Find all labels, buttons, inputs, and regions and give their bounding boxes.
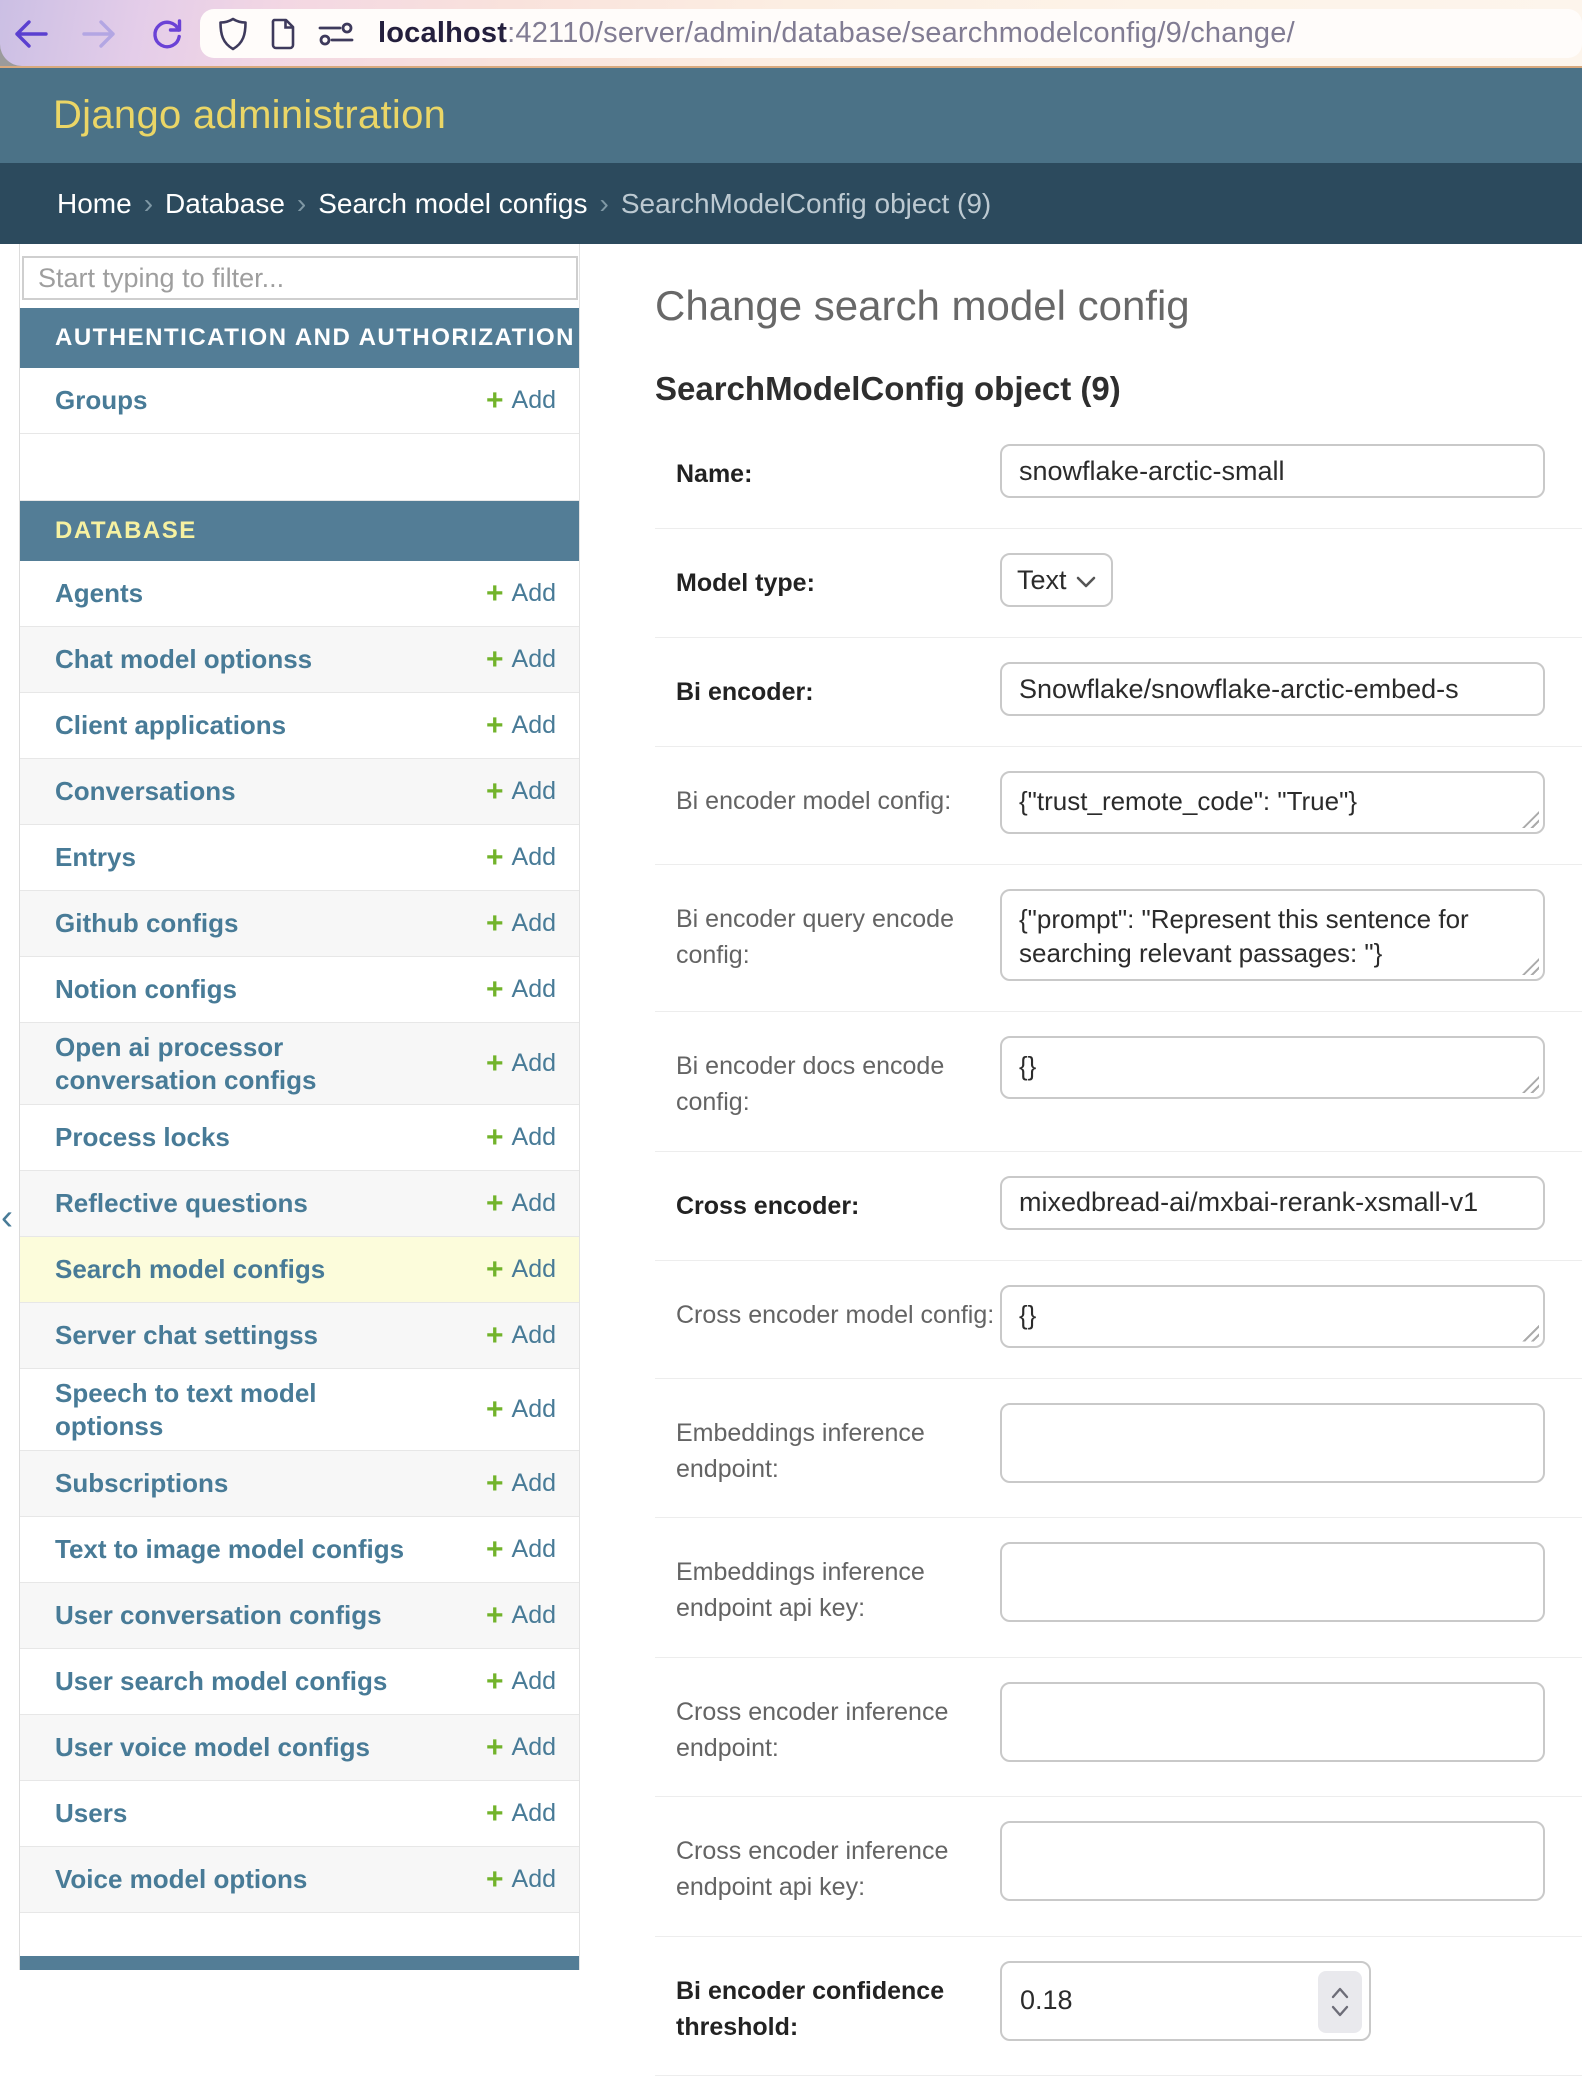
breadcrumb-link-database[interactable]: Database <box>165 188 285 220</box>
object-title: SearchModelConfig object (9) <box>655 370 1582 408</box>
url-text[interactable]: localhost:42110/server/admin/database/searchmodelconfig/9/change/ <box>378 17 1295 50</box>
sidebar-item-user-voice-model-configs <box>20 1715 579 1781</box>
form-row-embeddings-inference-endpoint-api-key <box>655 1518 1582 1658</box>
django-header <box>0 68 1582 163</box>
bi-encoder-docs-encode-config-textarea[interactable] <box>1000 1036 1545 1099</box>
breadcrumb-separator: › <box>144 188 153 220</box>
plus-icon: + <box>486 1049 504 1079</box>
name-input[interactable] <box>1000 444 1545 498</box>
sidebar-item-voice-model-options <box>20 1847 579 1913</box>
bi-encoder-label: Bi encoder: <box>655 662 1000 710</box>
sidebar-model-link-conversations[interactable]: Conversations <box>55 775 236 808</box>
sidebar-item-search-model-configs <box>20 1237 579 1303</box>
browser-chrome <box>0 0 1582 68</box>
add-label: Add <box>512 1123 556 1152</box>
module-caption-authentication-and-authorization: AUTHENTICATION AND AUTHORIZATION <box>20 308 579 368</box>
breadcrumb-link-home[interactable]: Home <box>57 188 132 220</box>
model-type-select[interactable] <box>1000 553 1113 607</box>
sidebar-item-subscriptions <box>20 1451 579 1517</box>
plus-icon: + <box>486 843 504 873</box>
add-label: Add <box>512 1865 556 1894</box>
back-icon[interactable] <box>14 19 48 49</box>
add-label: Add <box>512 777 556 806</box>
textarea-value: {"trust_remote_code": "True"} <box>1019 786 1357 816</box>
sidebar-empty-row <box>20 434 579 501</box>
breadcrumb-separator: › <box>600 188 609 220</box>
plus-icon: + <box>486 579 504 609</box>
site-title-link[interactable]: Django administration <box>53 93 446 138</box>
cross-encoder-inference-endpoint-api-key-input[interactable] <box>1000 1821 1545 1901</box>
sidebar-model-link-notion-configs[interactable]: Notion configs <box>55 973 237 1006</box>
sidebar-item-text-to-image-model-configs <box>20 1517 579 1583</box>
sidebar-add-link-groups[interactable] <box>486 386 556 416</box>
cross-encoder-model-config-label: Cross encoder model config: <box>655 1285 1000 1333</box>
change-form <box>655 428 1582 2076</box>
plus-icon: + <box>486 1395 504 1425</box>
sidebar-filter-input[interactable] <box>22 256 578 300</box>
input-value: snowflake-arctic-small <box>1019 456 1285 487</box>
sidebar-add-link-reflective-questions[interactable] <box>486 1189 556 1219</box>
sidebar-model-link-reflective-questions[interactable]: Reflective questions <box>55 1187 308 1220</box>
sidebar-model-link-github-configs[interactable]: Github configs <box>55 907 238 940</box>
add-label: Add <box>512 1667 556 1696</box>
sidebar-add-link-subscriptions[interactable] <box>486 1469 556 1499</box>
form-row-bi-encoder-docs-encode-config <box>655 1012 1582 1152</box>
add-label: Add <box>512 1535 556 1564</box>
add-label: Add <box>512 386 556 415</box>
add-label: Add <box>512 975 556 1004</box>
breadcrumb-separator: › <box>297 188 306 220</box>
bi-encoder-query-encode-config-textarea[interactable] <box>1000 889 1545 981</box>
sidebar-add-link-user-search-model-configs[interactable] <box>486 1667 556 1697</box>
plus-icon: + <box>486 1667 504 1697</box>
add-label: Add <box>512 1799 556 1828</box>
sidebar-add-link-agents[interactable] <box>486 579 556 609</box>
next-module-caption-partial <box>20 1956 579 1970</box>
add-label: Add <box>512 645 556 674</box>
sidebar-add-link-users[interactable] <box>486 1799 556 1829</box>
sidebar-add-link-server-chat-settingss[interactable] <box>486 1321 556 1351</box>
sidebar-model-link-search-model-configs[interactable]: Search model configs <box>55 1253 325 1286</box>
plus-icon: + <box>486 975 504 1005</box>
sidebar-model-link-open-ai-processor-conversation-configs[interactable]: Open ai processor conversation configs <box>55 1031 425 1096</box>
nav-sidebar <box>20 244 580 1970</box>
page-icon[interactable] <box>270 18 296 50</box>
breadcrumb-current: SearchModelConfig object (9) <box>621 188 991 220</box>
embeddings-inference-endpoint-api-key-label: Embeddings inference endpoint api key: <box>655 1542 1000 1627</box>
plus-icon: + <box>486 777 504 807</box>
add-label: Add <box>512 843 556 872</box>
sidebar-add-link-text-to-image-model-configs[interactable] <box>486 1535 556 1565</box>
selected-option: Text <box>1017 565 1067 596</box>
sidebar-item-agents <box>20 561 579 627</box>
add-label: Add <box>512 1189 556 1218</box>
sidebar-add-link-open-ai-processor-conversation-configs[interactable] <box>486 1049 556 1079</box>
form-row-name <box>655 428 1582 529</box>
permissions-toggles-icon[interactable] <box>318 21 356 47</box>
plus-icon: + <box>486 1469 504 1499</box>
plus-icon: + <box>486 645 504 675</box>
add-label: Add <box>512 1733 556 1762</box>
sidebar-model-link-subscriptions[interactable]: Subscriptions <box>55 1467 228 1500</box>
sidebar-model-link-entrys[interactable]: Entrys <box>55 841 136 874</box>
sidebar-add-link-speech-to-text-model-optionss[interactable] <box>486 1395 556 1425</box>
sidebar-item-speech-to-text-model-optionss <box>20 1369 579 1451</box>
embeddings-inference-endpoint-api-key-input[interactable] <box>1000 1542 1545 1622</box>
sidebar-toggle-strip <box>0 244 20 1970</box>
sidebar-add-link-chat-model-optionss[interactable] <box>486 645 556 675</box>
sidebar-model-link-groups[interactable]: Groups <box>55 384 147 417</box>
sidebar-add-link-client-applications[interactable] <box>486 711 556 741</box>
sidebar-empty-space <box>20 1913 579 1956</box>
plus-icon: + <box>486 909 504 939</box>
page-title: Change search model config <box>655 282 1582 330</box>
sidebar-item-github-configs <box>20 891 579 957</box>
url-bar[interactable] <box>200 9 1582 58</box>
main-content <box>580 244 1582 1970</box>
sidebar-model-link-speech-to-text-model-optionss[interactable]: Speech to text model optionss <box>55 1377 425 1442</box>
add-label: Add <box>512 711 556 740</box>
form-row-bi-encoder-confidence-threshold <box>655 1937 1582 2076</box>
add-label: Add <box>512 1601 556 1630</box>
plus-icon: + <box>486 1189 504 1219</box>
reload-icon[interactable] <box>150 17 184 51</box>
plus-icon: + <box>486 386 504 416</box>
form-row-model-type <box>655 529 1582 638</box>
name-label: Name: <box>655 444 1000 492</box>
sidebar-add-link-user-conversation-configs[interactable] <box>486 1601 556 1631</box>
embeddings-inference-endpoint-label: Embeddings inference endpoint: <box>655 1403 1000 1488</box>
sidebar-item-server-chat-settingss <box>20 1303 579 1369</box>
sidebar-item-entrys <box>20 825 579 891</box>
add-label: Add <box>512 1321 556 1350</box>
plus-icon: + <box>486 1733 504 1763</box>
cross-encoder-inference-endpoint-input[interactable] <box>1000 1682 1545 1762</box>
sidebar-model-link-chat-model-optionss[interactable]: Chat model optionss <box>55 643 312 676</box>
sidebar-item-chat-model-optionss <box>20 627 579 693</box>
sidebar-item-groups <box>20 368 579 434</box>
sidebar-model-link-user-search-model-configs[interactable]: User search model configs <box>55 1665 387 1698</box>
form-row-cross-encoder-model-config <box>655 1261 1582 1379</box>
sidebar-model-link-users[interactable]: Users <box>55 1797 127 1830</box>
resize-grip-icon[interactable] <box>1522 1076 1539 1093</box>
sidebar-add-link-process-locks[interactable] <box>486 1123 556 1153</box>
number-value: 0.18 <box>1020 1985 1073 2016</box>
add-label: Add <box>512 1255 556 1284</box>
bi-encoder-docs-encode-config-label: Bi encoder docs encode config: <box>655 1036 1000 1121</box>
forward-icon[interactable] <box>82 19 116 49</box>
sidebar-add-link-voice-model-options[interactable] <box>486 1865 556 1895</box>
model-type-label: Model type: <box>655 553 1000 601</box>
sidebar-model-link-agents[interactable]: Agents <box>55 577 143 610</box>
sidebar-item-user-search-model-configs <box>20 1649 579 1715</box>
add-label: Add <box>512 1469 556 1498</box>
add-label: Add <box>512 579 556 608</box>
sidebar-item-open-ai-processor-conversation-configs <box>20 1023 579 1105</box>
sidebar-collapse-toggle[interactable]: ‹ <box>1 1199 13 1235</box>
add-label: Add <box>512 1049 556 1078</box>
plus-icon: + <box>486 711 504 741</box>
sidebar-add-link-user-voice-model-configs[interactable] <box>486 1733 556 1763</box>
cross-encoder-inference-endpoint-label: Cross encoder inference endpoint: <box>655 1682 1000 1767</box>
input-value: mixedbread-ai/mxbai-rerank-xsmall-v1 <box>1019 1187 1478 1218</box>
input-value: Snowflake/snowflake-arctic-embed-s <box>1019 674 1459 705</box>
sidebar-model-link-user-conversation-configs[interactable]: User conversation configs <box>55 1599 382 1632</box>
sidebar-add-link-entrys[interactable] <box>486 843 556 873</box>
cross-encoder-label: Cross encoder: <box>655 1176 1000 1224</box>
bi-encoder-query-encode-config-label: Bi encoder query encode config: <box>655 889 1000 974</box>
sidebar-model-link-voice-model-options[interactable]: Voice model options <box>55 1863 307 1896</box>
plus-icon: + <box>486 1799 504 1829</box>
bi-encoder-input[interactable] <box>1000 662 1545 716</box>
cross-encoder-inference-endpoint-api-key-label: Cross encoder inference endpoint api key: <box>655 1821 1000 1906</box>
bi-encoder-confidence-threshold-stepper[interactable] <box>1318 1971 1362 2033</box>
textarea-value: {} <box>1019 1300 1036 1330</box>
sidebar-add-link-conversations[interactable] <box>486 777 556 807</box>
textarea-value: {"prompt": "Represent this sentence for searching relevant passages: "} <box>1019 904 1469 968</box>
sidebar-model-link-text-to-image-model-configs[interactable]: Text to image model configs <box>55 1533 404 1566</box>
form-row-embeddings-inference-endpoint <box>655 1379 1582 1519</box>
sidebar-item-user-conversation-configs <box>20 1583 579 1649</box>
plus-icon: + <box>486 1255 504 1285</box>
form-row-cross-encoder <box>655 1152 1582 1261</box>
embeddings-inference-endpoint-input[interactable] <box>1000 1403 1545 1483</box>
form-row-cross-encoder-inference-endpoint-api-key <box>655 1797 1582 1937</box>
sidebar-item-reflective-questions <box>20 1171 579 1237</box>
module-caption-database: DATABASE <box>20 501 579 561</box>
sidebar-item-users <box>20 1781 579 1847</box>
cross-encoder-input[interactable] <box>1000 1176 1545 1230</box>
resize-grip-icon[interactable] <box>1522 1325 1539 1342</box>
textarea-value: {} <box>1019 1051 1036 1081</box>
bi-encoder-model-config-label: Bi encoder model config: <box>655 771 1000 819</box>
resize-grip-icon[interactable] <box>1522 811 1539 828</box>
shield-icon[interactable] <box>218 17 248 51</box>
bi-encoder-confidence-threshold-label: Bi encoder confidence threshold: <box>655 1961 1000 2046</box>
sidebar-add-link-github-configs[interactable] <box>486 909 556 939</box>
sidebar-model-link-client-applications[interactable]: Client applications <box>55 709 286 742</box>
form-row-bi-encoder <box>655 638 1582 747</box>
sidebar-item-conversations <box>20 759 579 825</box>
breadcrumb-link-search-model-configs[interactable]: Search model configs <box>318 188 587 220</box>
plus-icon: + <box>486 1535 504 1565</box>
breadcrumb <box>0 163 1582 244</box>
resize-grip-icon[interactable] <box>1522 958 1539 975</box>
sidebar-model-link-process-locks[interactable]: Process locks <box>55 1121 230 1154</box>
sidebar-add-link-notion-configs[interactable] <box>486 975 556 1005</box>
form-row-bi-encoder-model-config <box>655 747 1582 865</box>
plus-icon: + <box>486 1865 504 1895</box>
sidebar-item-process-locks <box>20 1105 579 1171</box>
add-label: Add <box>512 909 556 938</box>
sidebar-add-link-search-model-configs[interactable] <box>486 1255 556 1285</box>
bi-encoder-confidence-threshold-input[interactable] <box>1000 1961 1371 2041</box>
plus-icon: + <box>486 1123 504 1153</box>
sidebar-model-link-user-voice-model-configs[interactable]: User voice model configs <box>55 1731 370 1764</box>
chevron-down-icon <box>1075 565 1097 596</box>
bi-encoder-model-config-textarea[interactable] <box>1000 771 1545 834</box>
sidebar-item-notion-configs <box>20 957 579 1023</box>
cross-encoder-model-config-textarea[interactable] <box>1000 1285 1545 1348</box>
add-label: Add <box>512 1395 556 1424</box>
form-row-bi-encoder-query-encode-config <box>655 865 1582 1012</box>
sidebar-item-client-applications <box>20 693 579 759</box>
plus-icon: + <box>486 1321 504 1351</box>
form-row-cross-encoder-inference-endpoint <box>655 1658 1582 1798</box>
plus-icon: + <box>486 1601 504 1631</box>
sidebar-model-link-server-chat-settingss[interactable]: Server chat settingss <box>55 1319 318 1352</box>
